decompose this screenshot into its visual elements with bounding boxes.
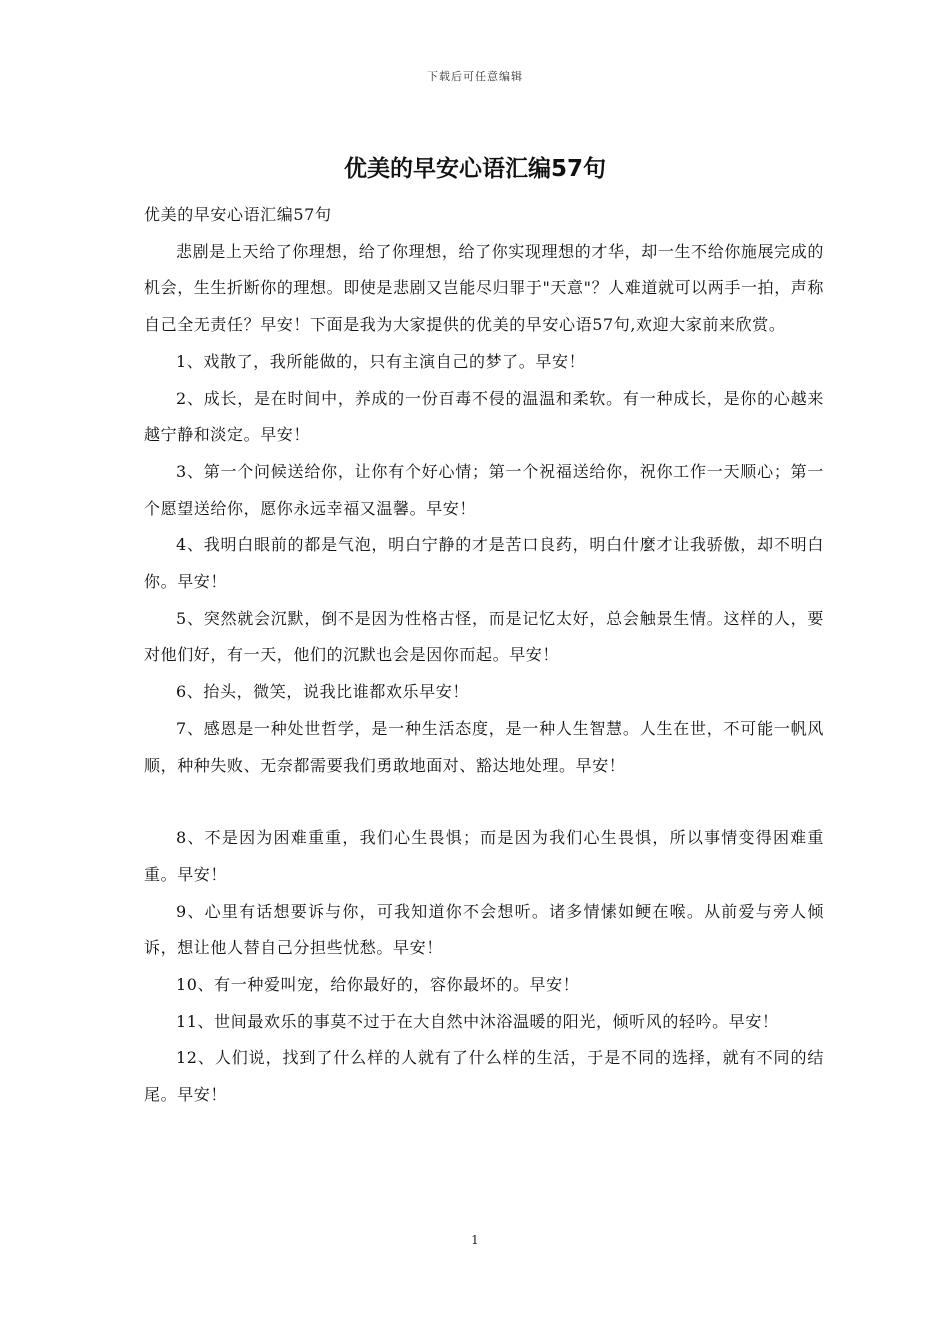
- list-item: 4、我明白眼前的都是气泡，明白宁静的才是苦口良药，明白什麼才让我骄傲，却不明白你。早安！: [144, 535, 824, 592]
- page-number: 1: [471, 1233, 479, 1247]
- list-item: 10、有一种爱叫宠，给你最好的，容你最坏的。早安！: [176, 975, 580, 995]
- list-item: 8、不是因为困难重重，我们心生畏惧；而是因为我们心生畏惧，所以事情变得困难重重。早安！: [144, 828, 824, 884]
- list-item: 7、感恩是一种处世哲学，是一种生活态度，是一种人生智慧。人生在世，不可能一帆风顺，种种失败、无奈都需要我们勇敢地面对、豁达地处理。早安！: [144, 718, 824, 775]
- intro-paragraph: 悲剧是上天给了你理想，给了你理想，给了你实现理想的才华，却一生不给你施展完成的机会，生生折断你的理想。即使是悲剧又岂能尽归罪于"天意"？人难道就可以两手一拍，声称自己全无责任？早安！下面是我为大家提供的优美的早安心语57句,欢迎大家前来欣赏。: [144, 241, 824, 335]
- document-body: [144, 197, 824, 1114]
- document-title: 优美的早安心语汇编57句: [343, 156, 606, 182]
- list-item: 11、世间最欢乐的事莫不过于在大自然中沐浴温暖的阳光，倾听风的轻吟。早安！: [176, 1011, 779, 1031]
- list-item: 12、人们说，找到了什么样的人就有了什么样的生活，于是不同的选择，就有不同的结尾。早安！: [144, 1048, 824, 1105]
- document-subtitle: 优美的早安心语汇编57句: [144, 205, 332, 224]
- list-item: 5、突然就会沉默，倒不是因为性格古怪，而是记忆太好，总会触景生情。这样的人，要对他们好，有一天，他们的沉默也会是因你而起。早安！: [144, 608, 824, 665]
- list-item: 9、心里有话想要诉与你，可我知道你不会想听。诸多情愫如鲠在喉。从前爱与旁人倾诉，想让他人替自己分担些忧愁。早安！: [144, 901, 824, 958]
- list-item: 6、抬头，微笑，说我比谁都欢乐早安！: [176, 682, 469, 702]
- page-header: 下载后可任意编辑: [427, 70, 523, 83]
- list-item: 2、成长，是在时间中，养成的一份百毒不侵的温温和柔软。有一种成长，是你的心越来越宁静和淡定。早安！: [144, 388, 824, 445]
- list-item: 1、戏散了，我所能做的，只有主演自己的梦了。早安！: [176, 351, 586, 371]
- list-item: 3、第一个问候送给你，让你有个好心情；第一个祝福送给你，祝你工作一天顺心；第一个愿望送给你，愿你永远幸福又温馨。早安！: [144, 461, 824, 518]
- paragraph-spacer: [144, 784, 824, 820]
